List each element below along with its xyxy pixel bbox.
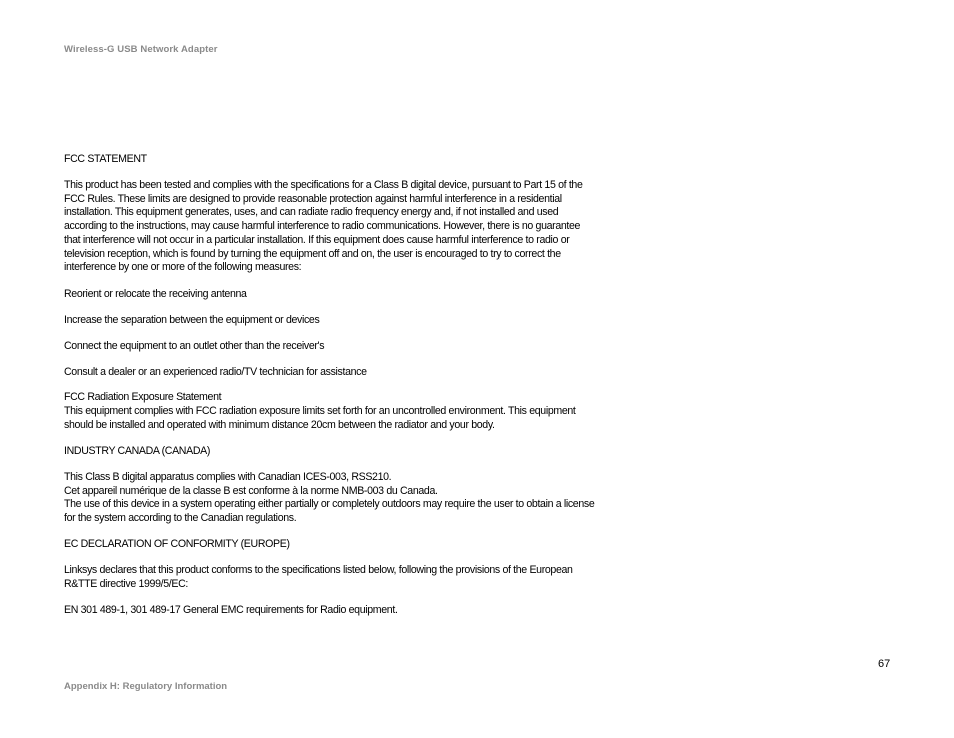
radiation-exposure-body: This equipment complies with FCC radiation exposure limits set forth for an uncontrolled environment. This equipment should be installed and operated with minimum distance 20cm between the radiator and your body. — [64, 405, 576, 431]
page-number: 67 — [878, 658, 891, 670]
ec-declaration-heading: EC DECLARATION OF CONFORMITY (EUROPE) — [64, 538, 290, 550]
measure-consult-dealer: Consult a dealer or an experienced radio/TV technician for assistance — [64, 366, 367, 378]
industry-canada-heading: INDUSTRY CANADA (CANADA) — [64, 445, 211, 457]
ec-declaration-body: Linksys declares that this product conforms to the specifications listed below, following the provisions of the European R&TTE directive 1999/5/EC: — [64, 564, 573, 590]
industry-canada-body: This Class B digital apparatus complies with Canadian ICES-003, RSS210. Cet appareil numérique de la classe B est conforme à la norme NMB-003 du Canada. The use of this device in a system operating either partially or completely outdoors may require the user to obtain a license for the system according to the Canadian regulations. — [64, 471, 595, 525]
measure-different-outlet: Connect the equipment to an outlet other than the receiver's — [64, 340, 325, 352]
fcc-statement-heading: FCC STATEMENT — [64, 153, 147, 165]
radiation-exposure-heading: FCC Radiation Exposure Statement — [64, 391, 222, 403]
page-footer: Appendix H: Regulatory Information — [64, 681, 228, 692]
measure-reorient-antenna: Reorient or relocate the receiving antenna — [64, 288, 247, 300]
measure-increase-separation: Increase the separation between the equipment or devices — [64, 314, 320, 326]
ec-standards-line: EN 301 489-1, 301 489-17 General EMC requirements for Radio equipment. — [64, 604, 398, 616]
page-header: Wireless-G USB Network Adapter — [64, 44, 218, 55]
fcc-statement-body: This product has been tested and complies with the specifications for a Class B digital device, pursuant to Part 15 of the FCC Rules. These limits are designed to provide reasonable protection against harmful interference in a residential installation. This equipment generates, uses, and can radiate radio frequency energy and, if not installed and used according to the instructions, may cause harmful interference to radio communications. However, there is no guarantee that interference will not occur in a particular installation. If this equipment does cause harmful interference to radio or television reception, which is found by turning the equipment off and on, the user is encouraged to try to correct the interference by one or more of the following measures: — [64, 179, 583, 274]
